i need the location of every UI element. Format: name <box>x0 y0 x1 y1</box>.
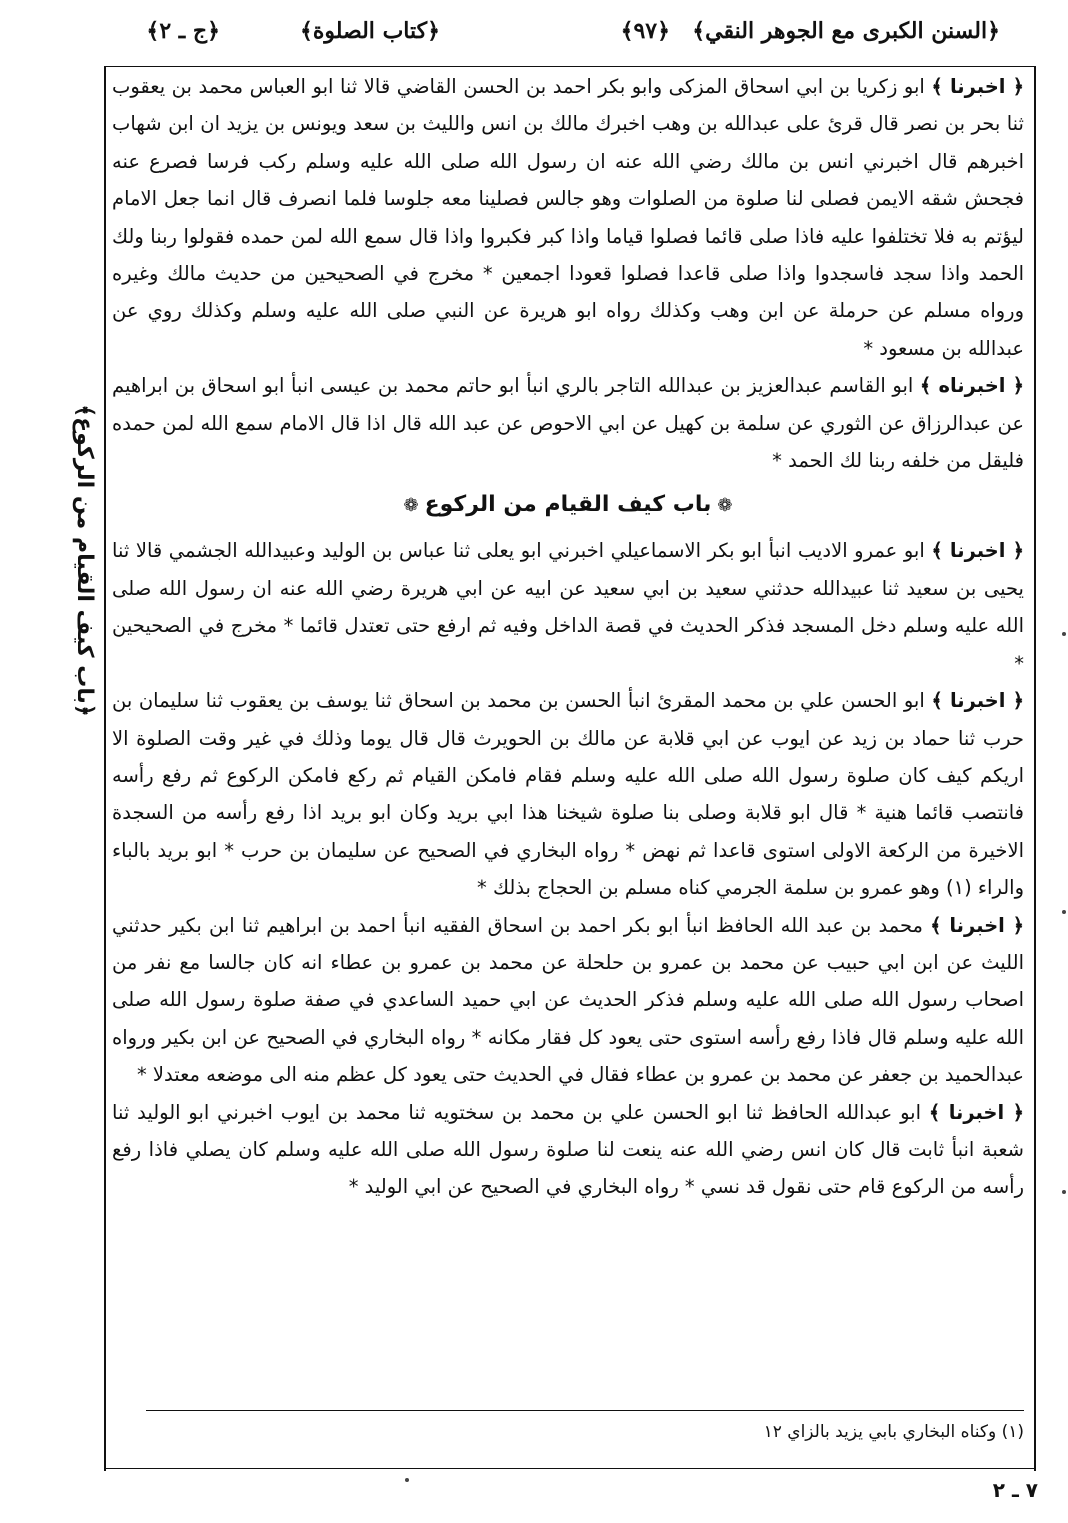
scan-speck <box>1062 632 1066 636</box>
narration-lead: ﴿ اخبرنا ﴾ <box>930 913 1024 937</box>
narration-text: ابو عمرو الاديب انبأ ابو بكر الاسماعيلي اخبرني ابو يعلى ثنا عباس بن الوليد وعبيدالله الجشمي قالا ثنا يحيى بن سعيد ثنا عبيدالله حدثني سعيد بن ابي سعيد عن ابيه عن ابي هريرة رضي الله عنه ان رسول الله صلى الله عليه وسلم دخل المسجد فذكر الحديث في قصة الداخل وفيه ثم ارفع حتى تعتدل قائما * مخرج في الصحيحين * <box>112 539 1024 675</box>
ornament-icon: ❁ <box>717 495 733 517</box>
footnote-divider <box>146 1410 1024 1411</box>
bottom-divider <box>104 1468 1034 1469</box>
margin-heading-text: ﴿باب كيف القيام من الركوع﴾ <box>71 403 97 717</box>
hadith-paragraph <box>112 532 1024 682</box>
hadith-paragraph <box>112 367 1024 479</box>
signature-mark: ٧ ـ ٢ <box>992 1478 1038 1502</box>
hadith-paragraph <box>112 1094 1024 1206</box>
page-number: ﴿٩٧﴾ <box>620 18 670 44</box>
page-header <box>110 10 1000 60</box>
narration-text: ابو عبدالله الحافظ ثنا ابو الحسن علي بن محمد بن سختويه ثنا محمد بن ايوب اخبرني ابو الوليد ثنا شعبة انبأ ثابت قال كان انس رضي الله عنه ينعت لنا صلوة رسول الله صلى الله عليه وسلم كان يصلي فاذا رفع رأسه من الركوع قام حتى نقول قد نسي * رواه البخاري في الصحيح عن ابي الوليد * <box>112 1100 1024 1199</box>
narration-text: ابو الحسن علي بن محمد المقرئ انبأ الحسن بن محمد بن اسحاق ثنا يوسف بن يعقوب ثنا سليمان بن حرب ثنا حماد بن زيد عن ايوب عن ابي قلابة عن مالك بن الحويرث قال قال يوما وذلك في غير وقت الصلوة الا اريكم كيف كان صلوة رسول الله صلى الله عليه وسلم فقام فامكن القيام ثم ركع فامكن الركوع ثم رفع رأسه فانتصب قائما هنية * قال ابو قلابة وصلى بنا صلوة شيخنا هذا ابي بريد وكان ابو بريد اذا رفع رأسه من السجدة الاخيرة من الركعة الاولى استوى قاعدا ثم نهض * رواه البخاري في الصحيح عن سليمان بن حرب * ابو بريد بالباء والراء (١) وهو عمرو بن سلمة الجرمي كناه مسلم بن الحجاج بذلك * <box>112 689 1024 900</box>
footnote: (١) وكناه البخاري بابي يزيد بالزاي ١٢ <box>763 1422 1024 1442</box>
volume-label: ﴿ج ـ ٢﴾ <box>146 18 220 44</box>
scan-speck <box>405 1478 409 1482</box>
hadith-paragraph <box>112 68 1024 367</box>
narration-text: ابو القاسم عبدالعزيز بن عبدالله التاجر بالري انبأ ابو حاتم محمد بن عيسى انبأ ابو اسحاق بن ابراهيم عن عبدالرزاق عن الثوري عن سلمة بن كهيل عن ابي الاحوص عن عبد الله قال اذا قال الامام سمع الله لمن حمده فليقل من خلفه ربنا لك الحمد * <box>112 374 1024 473</box>
narration-lead: ﴿ اخبرنا ﴾ <box>931 689 1024 713</box>
section-heading <box>112 485 1024 526</box>
narration-lead: ﴿ اخبرنا ﴾ <box>931 75 1024 98</box>
chapter-title: ﴿كتاب الصلوة﴾ <box>299 18 440 44</box>
narration-lead: ﴿ اخبرنا ﴾ <box>931 539 1024 563</box>
scan-speck <box>1062 910 1066 914</box>
section-heading-text: باب كيف القيام من الركوع <box>424 492 712 518</box>
scan-speck <box>1062 1190 1066 1194</box>
narration-text: محمد بن عبد الله الحافظ انبأ ابو بكر احمد بن اسحاق الفقيه انبأ احمد بن ابراهيم ثنا ابن بكير حدثني الليث عن ابن ابي حبيب عن محمد بن عمرو بن حلحلة عن محمد بن عمرو بن عطاء انه كان جالسا مع نفر من اصحاب رسول الله صلى الله عليه وسلم فذكر الحديث عن ابي حميد الساعدي في صفة صلوة رسول الله صلى الله عليه وسلم قال فاذا رفع رأسه استوى حتى يعود كل فقار مكانه * رواه البخاري في الصحيح عن ابن بكير ورواه عبدالحميد بن جعفر عن محمد بن عمرو بن عطاء فقال في الحديث حتى يعود كل عظم منه الى موضعه معتدلا * <box>112 913 1024 1087</box>
narration-text: ابو زكريا بن ابي اسحاق المزكى وابو بكر احمد بن الحسن القاضي قالا ثنا ابو العباس محمد بن يعقوب ثنا بحر بن نصر قال قرئ على عبدالله بن وهب اخبرك مالك بن انس والليث بن سعد ويونس بن يزيد ان ابن شهاب اخبرهم قال اخبرني انس بن مالك رضي الله عنه ان رسول الله صلى الله عليه وسلم ركب فرسا فصرع عنه فجحش شقه الايمن فصلى لنا صلوة من الصلوات وهو جالس فصلينا معه جلوسا فلما انصرف قال انما جعل الامام ليؤتم به فلا تختلفوا عليه فاذا صلى قائما فصلوا قياما واذا كبر فكبروا واذا قال سمع الله لمن حمده فقولوا ربنا ولك الحمد واذا سجد فاسجدوا واذا صلى قاعدا فصلوا قعودا اجمعين * مخرج في الصحيحين من حديث مالك وغيره ورواه مسلم عن حرملة عن ابن وهب وكذلك رواه ابو هريرة عن النبي صلى الله عليه وسلم وكذلك روي عن عبدالله بن مسعود * <box>112 75 1024 360</box>
narration-lead: ﴿ اخبرناه ﴾ <box>919 374 1024 398</box>
book-title: ﴿السنن الكبرى مع الجوهر النقي﴾ <box>692 18 1000 44</box>
ornament-icon: ❁ <box>403 495 419 517</box>
narration-lead: ﴿ اخبرنا ﴾ <box>928 1100 1024 1124</box>
hadith-paragraph <box>112 682 1024 906</box>
margin-heading <box>64 395 104 725</box>
hadith-paragraph <box>112 907 1024 1094</box>
main-text <box>112 68 1024 1398</box>
